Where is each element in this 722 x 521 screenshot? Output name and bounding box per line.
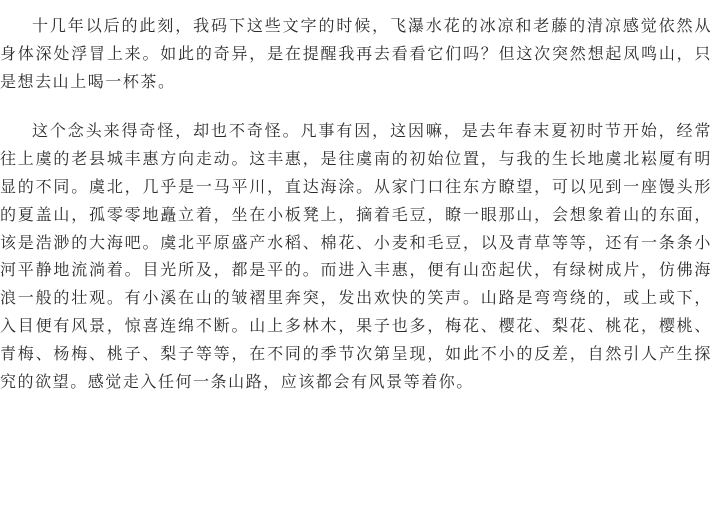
article-paragraph-1: 十几年以后的此刻，我码下这些文字的时候，飞瀑水花的冰凉和老藤的清凉感觉依然从身体深处浮冒上来。如此的奇异，是在提醒我再去看看它们吗？但这次突然想起凤鸣山，只是想去山上喝一杯茶。: [0, 16, 712, 91]
article-paragraph-2: 这个念头来得奇怪，却也不奇怪。凡事有因，这因嘛，是去年春末夏初时节开始，经常往上虞的老县城丰惠方向走动。这丰惠，是往虞南的初始位置，与我的生长地虞北崧厦有明显的不同。虞北，几乎是一马平川，直达海涂。从家门口往东方瞭望，可以见到一座馒头形的夏盖山，孤零零地矗立着，坐在小板凳上，摘着毛豆，瞭一眼那山，会想象着山的东面，该是浩渺的大海吧。虞北平原盛产水稻、棉花、小麦和毛豆，以及青草等等，还有一条条小河平静地流淌着。目光所及，都是平的。而进入丰惠，便有山峦起伏，有绿树成片，仿佛海浪一般的壮观。有小溪在山的皱褶里奔突，发出欢快的笑声。山路是弯弯绕的，或上或下，入目便有风景，惊喜连绵不断。山上多林木，果子也多，梅花、樱花、梨花、桃花，樱桃、青梅、杨梅、桃子、梨子等等，在不同的季节次第呈现，如此不小的反差，自然引人产生探究的欲望。感觉走入任何一条山路，应该都会有风景等着你。: [0, 121, 712, 391]
